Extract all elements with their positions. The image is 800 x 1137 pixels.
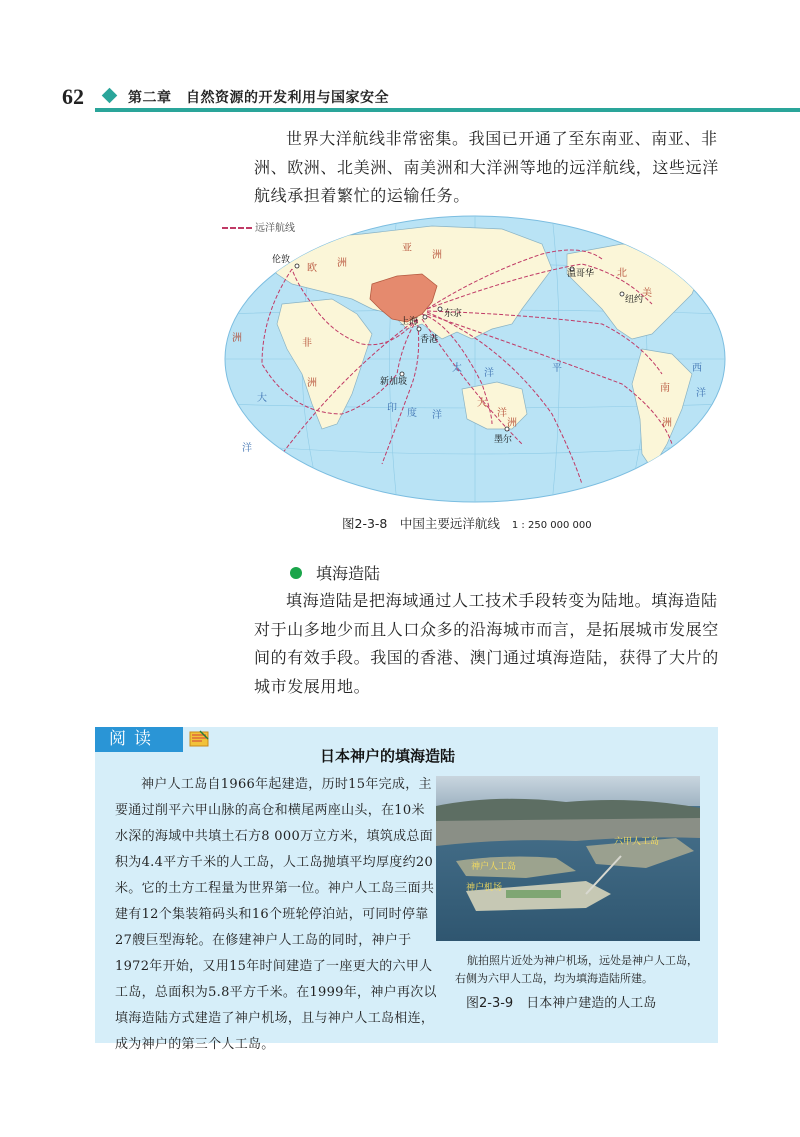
ocean-label: 洋: [696, 388, 706, 399]
ocean-label: 西: [692, 363, 702, 374]
continent-label: 大: [477, 398, 487, 409]
continent-label: 洲: [662, 418, 672, 429]
port-label-melbourne: 墨尔: [494, 435, 513, 445]
book-icon: [188, 729, 210, 749]
map-caption: [342, 514, 592, 532]
continent-label: 美: [642, 288, 652, 299]
continent-label: 洲: [432, 250, 442, 261]
photo-label-airport: 神户机场: [466, 883, 503, 893]
photo-label-kobe-island: 神户人工岛: [471, 862, 517, 872]
photo-caption: 航拍照片近处为神户机场，远处是神户人工岛，右侧为六甲人工岛，均为填海造陆所建。: [455, 954, 698, 985]
port-label-tokyo: 东京: [444, 309, 463, 319]
continent-label: 洲: [337, 258, 347, 269]
map-caption-text: 图2-3-8 中国主要远洋航线: [342, 516, 500, 531]
continent-label: 欧: [307, 263, 317, 274]
ocean-label: 印: [387, 403, 397, 414]
continent-label: 亚: [402, 243, 412, 254]
photo-label-rokko: 六甲人工岛: [614, 837, 660, 847]
header-rule: [95, 108, 800, 112]
continent-label: 非: [302, 338, 312, 349]
ocean-label: 洋: [432, 410, 442, 421]
section-bullet-icon: [290, 567, 302, 579]
page-number: 62: [62, 84, 84, 109]
port-label-vancouver: 温哥华: [567, 269, 595, 279]
ocean-label: 平: [552, 363, 562, 374]
ocean-label: 太: [452, 363, 462, 374]
continent-label: 洲: [232, 333, 242, 344]
ocean-label: 洋: [484, 368, 494, 379]
ocean-label: 洋: [242, 443, 252, 454]
map-scale: 1 : 250 000 000: [511, 520, 592, 531]
world-map: [222, 214, 727, 504]
continent-label: 南: [660, 383, 670, 394]
reading-text: 神户人工岛自1966年起建造，历时15年完成，主要通过削平六甲山脉的高仓和横尾两座山头，在10米水深的海域中共填土石方8 000万立方米，填筑成总面积为4.4平方千米的人工岛，人工岛抛填平均厚度约20米。它的土方工程量为世界第一位。神户人工岛三面共建有12个集装箱码头和16个班轮停泊站，可同时停靠27艘巨型海轮。在修建神户人工岛的同时，神户于1972年开始，又用15年时间建造了一座更大的六甲人工岛，总面积为5.8平方千米。在1999年，神户再次以填海造陆方式建造了神户机场，且与神户人工岛相连，成为神户的第三个人工岛。: [115, 777, 437, 1052]
diamond-icon: [102, 88, 118, 104]
continent-label: 洲: [507, 418, 517, 429]
photo-title: 图2-3-9 日本神户建造的人工岛: [466, 996, 657, 1011]
section-title: 填海造陆: [316, 564, 381, 583]
section-paragraph: 填海造陆是把海域通过人工技术手段转变为陆地。填海造陆对于山多地少而且人口众多的沿海城市而言，是拓展城市发展空间的有效手段。我国的香港、澳门通过填海造陆，获得了大片的城市发展用地。: [254, 591, 719, 696]
intro-paragraph: 世界大洋航线非常密集。我国已开通了至东南亚、南亚、非洲、欧洲、北美洲、南美洲和大洋洲等地的远洋航线，这些远洋航线承担着繁忙的运输任务。: [254, 129, 719, 205]
kobe-aerial-photo: [436, 776, 700, 941]
continent-label: 北: [617, 268, 627, 279]
port-label-hongkong: 香港: [420, 335, 439, 345]
world-map-graphic: [222, 214, 727, 504]
port-label-shanghai: 上海: [400, 317, 419, 327]
ocean-label: 度: [407, 408, 417, 419]
continent-label: 洋: [497, 408, 507, 419]
port-label-singapore: 新加坡: [380, 377, 408, 387]
greenland-landmass: [692, 222, 727, 249]
legend-label: 远洋航线: [255, 223, 295, 234]
reading-title: 日本神户的填海造陆: [320, 747, 456, 765]
continent-label: 洲: [307, 378, 317, 389]
ocean-label: 大: [257, 393, 267, 404]
reading-tag: 阅读: [95, 727, 183, 752]
chapter-title: 第二章 自然资源的开发利用与国家安全: [128, 90, 389, 106]
port-label-london: 伦敦: [272, 255, 291, 265]
port-label-newyork: 纽约: [625, 295, 644, 305]
